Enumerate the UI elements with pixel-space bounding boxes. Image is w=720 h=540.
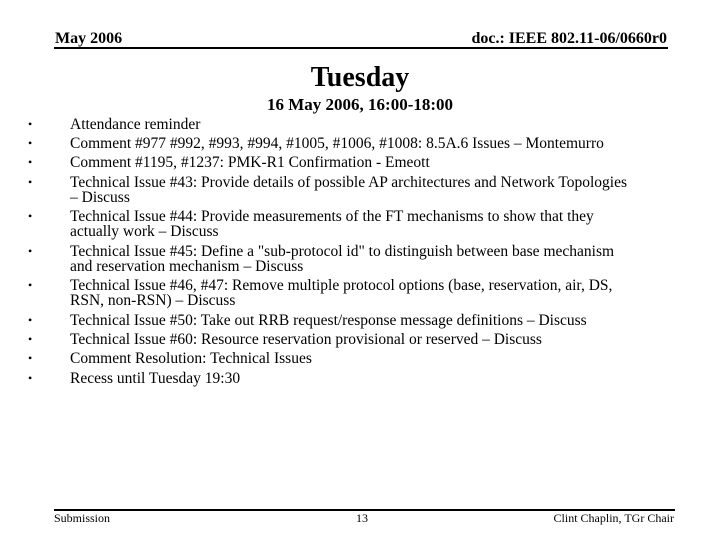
bullet-icon: • — [28, 209, 33, 223]
list-item-text — [70, 209, 594, 239]
header-divider — [54, 47, 668, 49]
list-item-line: Comment Resolution: Technical Issues — [70, 350, 312, 367]
bullet-icon: • — [28, 117, 33, 131]
header-doc-id: doc.: IEEE 802.11-06/0660r0 — [471, 30, 667, 47]
list-item-line: Attendance reminder — [70, 116, 201, 133]
list-item-text — [70, 351, 312, 366]
list-item-line: Comment #977 #992, #993, #994, #1005, #1006, #1008: 8.5A.6 Issues – Montemurro — [70, 135, 604, 152]
bullet-icon: • — [28, 278, 33, 292]
list-item-text — [70, 244, 614, 274]
list-item-text — [70, 371, 240, 386]
list-item-line: Recess until Tuesday 19:30 — [70, 370, 241, 387]
list-item-line: actually work – Discuss — [70, 223, 219, 240]
bullet-icon: • — [28, 371, 33, 385]
list-item-line: Technical Issue #50: Take out RRB request/response message definitions – Discuss — [70, 312, 587, 329]
bullet-icon: • — [28, 351, 33, 365]
list-item-text — [70, 313, 587, 328]
list-item-line: Technical Issue #44: Provide measurements of the FT mechanisms to show that they — [70, 208, 594, 225]
list-item-line: and reservation mechanism – Discuss — [70, 258, 304, 275]
list-item-text — [70, 136, 604, 151]
list-item-line: Technical Issue #60: Resource reservation provisional or reserved – Discuss — [70, 331, 542, 348]
bullet-icon: • — [28, 332, 33, 346]
list-item-line: Technical Issue #45: Define a "sub-protocol id" to distinguish between base mechanism — [70, 243, 615, 260]
list-item-line: – Discuss — [70, 189, 130, 206]
header-date: May 2006 — [55, 30, 123, 47]
list-item-text — [70, 278, 612, 308]
slide-title: Tuesday — [310, 62, 410, 93]
footer-author: Clint Chaplin, TGr Chair — [553, 511, 674, 525]
bullet-icon: • — [28, 313, 33, 327]
bullet-icon: • — [28, 244, 33, 258]
list-item-text — [70, 332, 542, 347]
bullet-icon: • — [28, 175, 33, 189]
footer-submission: Submission — [54, 511, 111, 525]
list-item-line: RSN, non-RSN) – Discuss — [70, 292, 236, 309]
list-item-line: Technical Issue #46, #47: Remove multiple protocol options (base, reservation, air, DS, — [70, 277, 613, 294]
list-item-text — [70, 155, 430, 170]
page-number: 13 — [356, 511, 368, 525]
slide-subtitle: 16 May 2006, 16:00-18:00 — [266, 95, 454, 114]
list-item-line: Comment #1195, #1237: PMK-R1 Confirmation - Emeott — [70, 154, 430, 171]
list-item-text — [70, 175, 627, 205]
bullet-icon: • — [28, 155, 33, 169]
list-item-text — [70, 117, 200, 132]
bullet-icon: • — [28, 136, 33, 150]
list-item-line: Technical Issue #43: Provide details of possible AP architectures and Network Topologies — [70, 174, 628, 191]
